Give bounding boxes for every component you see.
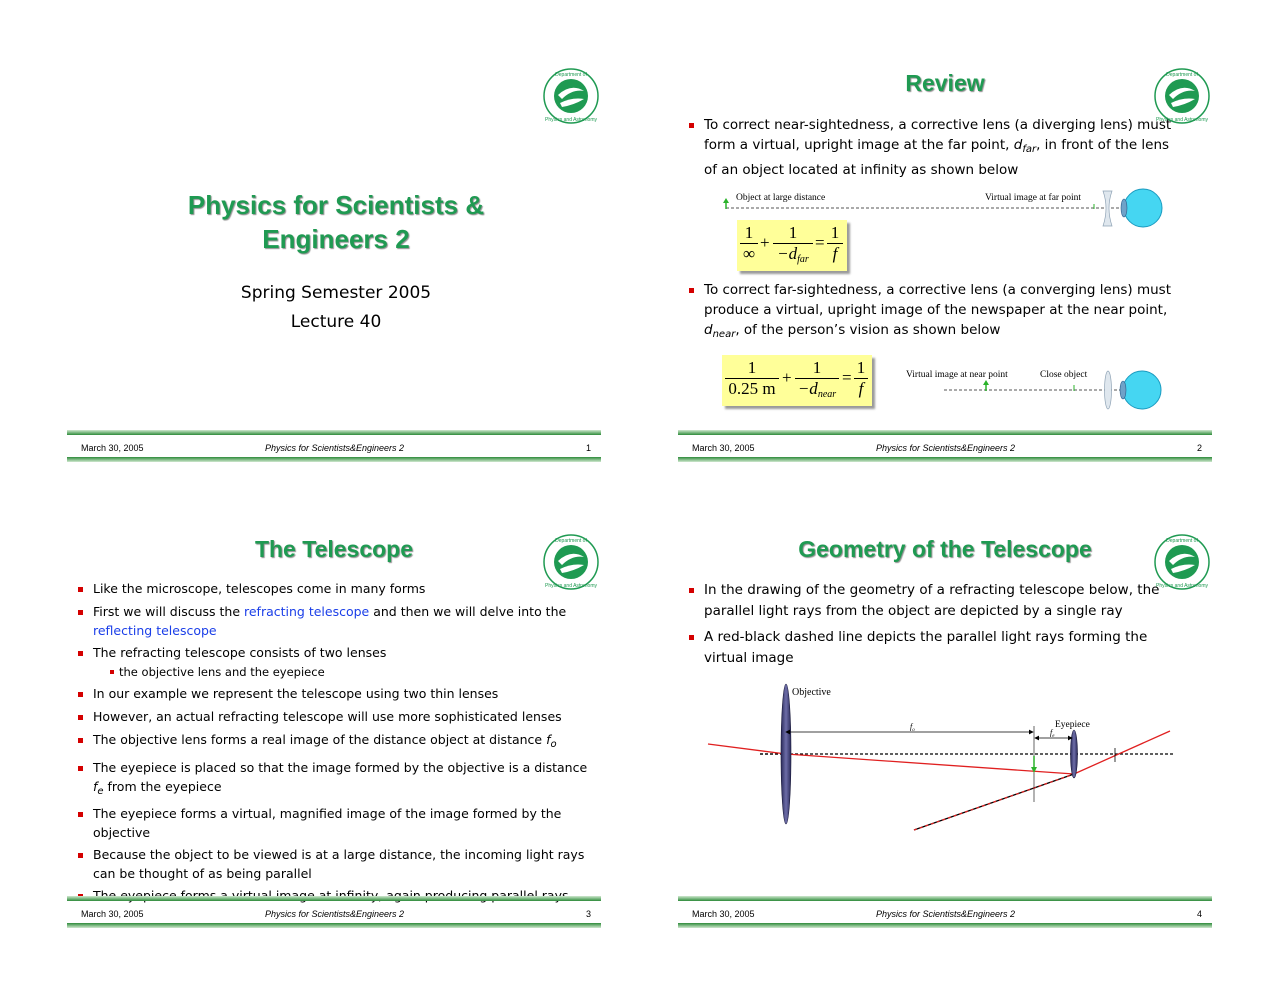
- footer-course: Physics for Scientists&Engineers 2: [876, 909, 1016, 919]
- bullet-line: To correct far-sightedness, a corrective lens (a converging lens) must: [704, 282, 1171, 298]
- label-close-object: Close object: [1040, 370, 1088, 380]
- var-sub: e: [97, 786, 104, 797]
- svg-text:Physics and Astronomy: Physics and Astronomy: [545, 583, 597, 589]
- bullet-line: of an object located at infinity as shown below: [704, 162, 1019, 178]
- footer-page-number: 3: [586, 909, 592, 919]
- slide-footer: [67, 430, 601, 462]
- bullet-item: [71, 602, 599, 640]
- footer-date: March 30, 2005: [81, 443, 144, 453]
- bullet-item: [71, 707, 599, 727]
- bullet-text: Because the object to be viewed is at a large distance, the incoming light rays: [93, 847, 585, 862]
- fraction-1: [740, 223, 758, 264]
- label-virtual-image-near: Virtual image at near point: [906, 370, 1008, 380]
- operator-equals: =: [842, 368, 852, 387]
- far-sightedness-diagram: [904, 362, 1194, 414]
- footer-bar-bottom: [678, 457, 1212, 462]
- footer-bar-top: [678, 430, 1212, 435]
- label-eyepiece: Eyepiece: [1055, 720, 1090, 730]
- var-f: f: [546, 732, 551, 747]
- denominator: 0.25 m: [728, 379, 776, 398]
- reflecting-telescope-link[interactable]: reflecting telescope: [93, 623, 217, 638]
- bullet-text: Like the microscope, telescopes come in many forms: [93, 581, 426, 596]
- semester-text: Spring Semester 2005: [240, 283, 432, 303]
- footer-page-number: 1: [586, 443, 592, 453]
- bullet-line: To correct near-sightedness, a corrective lens (a diverging lens) must: [704, 117, 1172, 133]
- footer-bar-bottom: [67, 457, 601, 462]
- var-sub: far: [1022, 144, 1037, 155]
- bullet-text: can be thought of as being parallel: [93, 866, 312, 881]
- slide-footer: [678, 430, 1212, 462]
- refracting-telescope-link[interactable]: refracting telescope: [243, 604, 370, 619]
- operator-equals: =: [815, 233, 825, 252]
- bullet-text: virtual image: [704, 650, 794, 666]
- slide-1: [67, 10, 601, 470]
- bullet-text: from the eyepiece: [103, 779, 222, 794]
- equation-near-point: [722, 355, 872, 406]
- bullet-text: The objective lens forms a real image of the distance object at distance: [93, 732, 547, 747]
- bullet-text: In our example we represent the telescope using two thin lenses: [93, 686, 499, 701]
- var-sub: near: [712, 329, 736, 340]
- bullet-item: [71, 579, 599, 599]
- denominator: −d: [797, 379, 818, 398]
- bullet-item: [71, 643, 599, 663]
- bullet-text: A red-black dashed line depicts the parallel light rays forming the: [704, 629, 1148, 645]
- footer-course: Physics for Scientists&Engineers 2: [265, 909, 405, 919]
- var-f: f: [93, 779, 98, 794]
- svg-text:Department of: Department of: [1166, 72, 1198, 78]
- bullet-line: , in front of the lens: [1036, 137, 1170, 153]
- lecture-number: Lecture 40: [290, 312, 382, 332]
- denominator: f: [858, 379, 864, 398]
- slide-4: [678, 476, 1212, 936]
- numerator: 1: [725, 358, 779, 379]
- label-fe: $f_e$: [1050, 728, 1055, 739]
- footer-page-number: 2: [1197, 443, 1203, 453]
- footer-page-number: 4: [1197, 909, 1203, 919]
- denominator-sub: far: [797, 254, 809, 265]
- svg-text:Physics and Astronomy: Physics and Astronomy: [545, 117, 597, 123]
- title-line-1: Physics for Scientists &: [187, 190, 485, 220]
- footer-date: March 30, 2005: [692, 443, 755, 453]
- numerator: 1: [795, 358, 839, 379]
- svg-text:Physics and Astronomy: Physics and Astronomy: [1156, 117, 1208, 123]
- denominator: −d: [777, 244, 798, 263]
- fraction-3: [854, 358, 868, 399]
- footer-date: March 30, 2005: [81, 909, 144, 919]
- svg-text:Physics and Astronomy: Physics and Astronomy: [1156, 583, 1208, 589]
- bullet-text: In the drawing of the geometry of a refracting telescope below, the: [704, 582, 1160, 598]
- telescope-bullets: [71, 579, 599, 906]
- bullet-line: produce a virtual, upright image of the newspaper at the near point,: [704, 302, 1168, 318]
- slide-2: [678, 10, 1212, 470]
- slide-3: [67, 476, 601, 936]
- bullet-text: the objective lens and the eyepiece: [119, 665, 325, 679]
- label-fo: $f_o$: [910, 722, 915, 733]
- bullet-item: [682, 580, 1202, 622]
- bullet-item: [71, 684, 599, 704]
- fraction-3: [827, 223, 843, 264]
- equation-far-point: [737, 220, 847, 271]
- fraction-1: [725, 358, 779, 399]
- bullet-far-sightedness: [682, 280, 1202, 345]
- numerator: 1: [773, 223, 813, 244]
- footer-bar-bottom: [678, 923, 1212, 928]
- slide-title: Geometry of the Telescope: [798, 536, 1092, 562]
- bullet-line: form a virtual, upright image at the far point,: [704, 137, 1014, 153]
- bullet-text: The refracting telescope consists of two lenses: [93, 645, 387, 660]
- slide-footer: [67, 896, 601, 928]
- denominator: f: [832, 244, 838, 263]
- bullet-item: [71, 804, 599, 842]
- bullet-line: , of the person’s vision as shown below: [735, 322, 1001, 338]
- telescope-geometry-diagram: [704, 682, 1174, 852]
- footer-date: March 30, 2005: [692, 909, 755, 919]
- bullet-list-1: [682, 115, 1202, 180]
- denominator: ∞: [742, 244, 756, 263]
- bullet-text: and then we will delve into the: [369, 604, 567, 619]
- bullet-text: The eyepiece is placed so that the image formed by the objective is a distance: [93, 760, 588, 775]
- bullet-list-2: [682, 280, 1202, 345]
- bullet-item: [682, 627, 1202, 669]
- svg-text:Department of: Department of: [555, 72, 587, 78]
- var-d: d: [1013, 137, 1023, 153]
- svg-text:Department of: Department of: [555, 538, 587, 544]
- title-line-2: Engineers 2: [262, 224, 410, 254]
- bullet-item: [71, 730, 599, 755]
- sub-bullet-item: [71, 663, 599, 681]
- footer-bar-top: [67, 896, 601, 901]
- bullet-item: [71, 845, 599, 883]
- denominator-sub: near: [817, 389, 837, 400]
- fraction-2: [795, 358, 839, 405]
- slide-footer: [678, 896, 1212, 928]
- label-object-large-distance: Object at large distance: [736, 193, 826, 203]
- label-objective: Objective: [792, 687, 831, 698]
- label-virtual-image-far: Virtual image at far point: [985, 193, 1081, 203]
- svg-text:Department of: Department of: [1166, 538, 1198, 544]
- department-logo-icon: [542, 67, 600, 125]
- footer-course: Physics for Scientists&Engineers 2: [876, 443, 1016, 453]
- geometry-bullets: [682, 580, 1202, 669]
- bullet-item: [71, 758, 599, 801]
- bullet-text: However, an actual refracting telescope will use more sophisticated lenses: [93, 709, 562, 724]
- bullet-text: objective: [93, 825, 151, 840]
- bullet-text: The eyepiece forms a virtual, magnified image of the image formed by the: [93, 806, 562, 821]
- fraction-2: [773, 223, 813, 270]
- bullet-text: parallel light rays from the object are depicted by a single ray: [704, 603, 1123, 619]
- numerator: 1: [854, 358, 868, 379]
- bullet-text: First we will discuss the: [93, 604, 244, 619]
- slide-1-title: [67, 188, 605, 256]
- numerator: 1: [827, 223, 843, 244]
- footer-bar-bottom: [67, 923, 601, 928]
- footer-course: Physics for Scientists&Engineers 2: [265, 443, 405, 453]
- footer-bar-top: [678, 896, 1212, 901]
- footer-bar-top: [67, 430, 601, 435]
- slide-title: Review: [905, 70, 985, 96]
- operator-plus: +: [782, 368, 792, 387]
- operator-plus: +: [760, 233, 770, 252]
- numerator: 1: [740, 223, 758, 244]
- bullet-near-sightedness: [682, 115, 1202, 180]
- var-sub: o: [550, 739, 557, 750]
- slide-title: The Telescope: [254, 536, 414, 562]
- var-d: d: [704, 322, 713, 338]
